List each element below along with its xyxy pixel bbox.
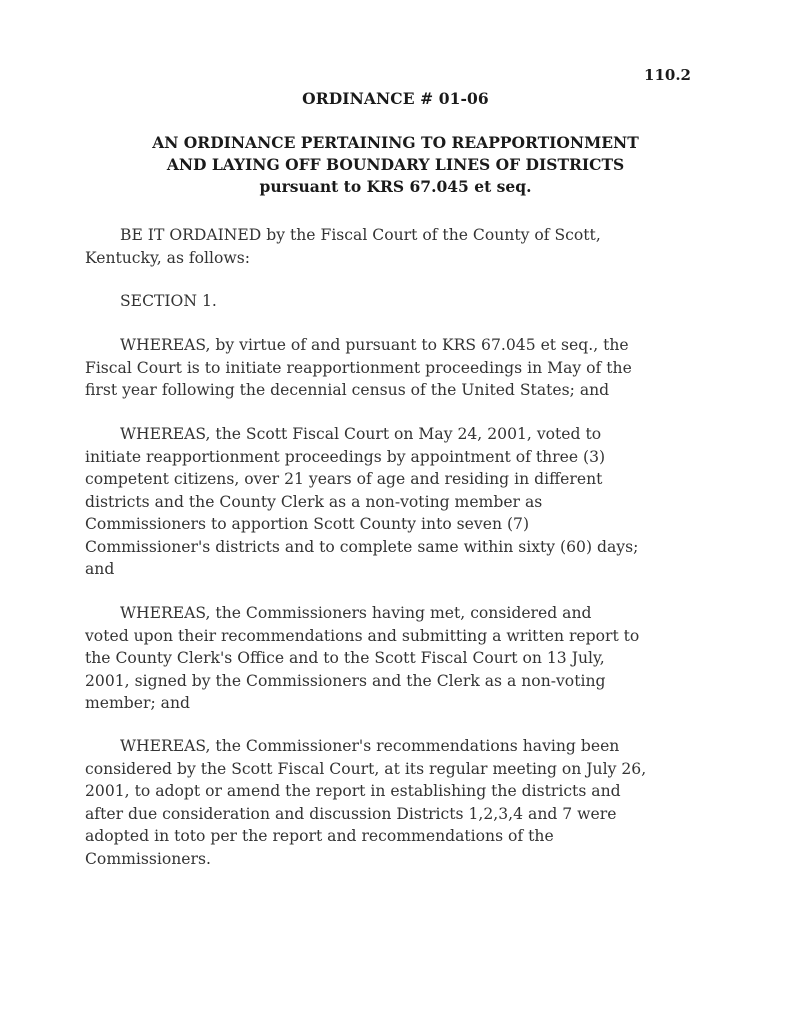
text-line: Fiscal Court is to initiate reapportionment proceedings in May of the [85, 358, 632, 377]
text-line: districts and the County Clerk as a non-voting member as [85, 492, 543, 511]
section-heading [85, 290, 725, 313]
whereas-paragraph [85, 334, 725, 402]
title-subline: pursuant to KRS 67.045 et seq. [259, 177, 532, 196]
page-number: 110.2 [644, 66, 691, 84]
text-line: BE IT ORDAINED by the Fiscal Court of the County of Scott, [120, 226, 601, 244]
text-line: initiate reapportionment proceedings by appointment of three (3) [85, 447, 606, 466]
text-line: 2001, to adopt or amend the report in establishing the districts and [85, 782, 621, 800]
text-line: WHEREAS, the Scott Fiscal Court on May 24, 2001, voted to [120, 425, 602, 443]
text-line: WHEREAS, by virtue of and pursuant to KRS 67.045 et seq., the [120, 336, 629, 354]
text-line: adopted in toto per the report and recommendations of the [85, 827, 554, 845]
text-line: WHEREAS, the Commissioners having met, considered and [120, 604, 592, 622]
text-line: member; and [85, 694, 190, 712]
text-line: the County Clerk's Office and to the Scott Fiscal Court on 13 July, [85, 649, 605, 667]
whereas-paragraph [85, 735, 725, 870]
text-line: SECTION 1. [120, 292, 217, 310]
text-line: Commissioners. [85, 849, 211, 868]
text-line: Kentucky, as follows: [85, 248, 251, 267]
title-line: AN ORDINANCE PERTAINING TO REAPPORTIONMENT [152, 133, 639, 152]
title-line: AND LAYING OFF BOUNDARY LINES OF DISTRICTS [166, 155, 625, 174]
text-line: first year following the decennial census of the United States; and [85, 381, 610, 399]
text-line: voted upon their recommendations and submitting a written report to [85, 626, 640, 645]
text-line: after due consideration and discussion Districts 1,2,3,4 and 7 were [85, 804, 617, 823]
text-line: Commissioners to apportion Scott County into seven (7) [85, 515, 530, 533]
ordinance-title [0, 132, 791, 198]
whereas-paragraph [85, 423, 725, 581]
enacting-clause-paragraph [85, 224, 725, 269]
text-line: Commissioner's districts and to complete same within sixty (60) days; [85, 537, 639, 556]
text-line: and [85, 560, 115, 578]
text-line: considered by the Scott Fiscal Court, at its regular meeting on July 26, [85, 759, 647, 778]
ordinance-number-heading: ORDINANCE # 01-06 [302, 89, 489, 108]
text-line: 2001, signed by the Commissioners and the Clerk as a non-voting [85, 671, 606, 690]
text-line: competent citizens, over 21 years of age and residing in different [85, 470, 603, 488]
whereas-paragraph [85, 602, 725, 715]
text-line: WHEREAS, the Commissioner's recommendations having been [120, 737, 620, 755]
